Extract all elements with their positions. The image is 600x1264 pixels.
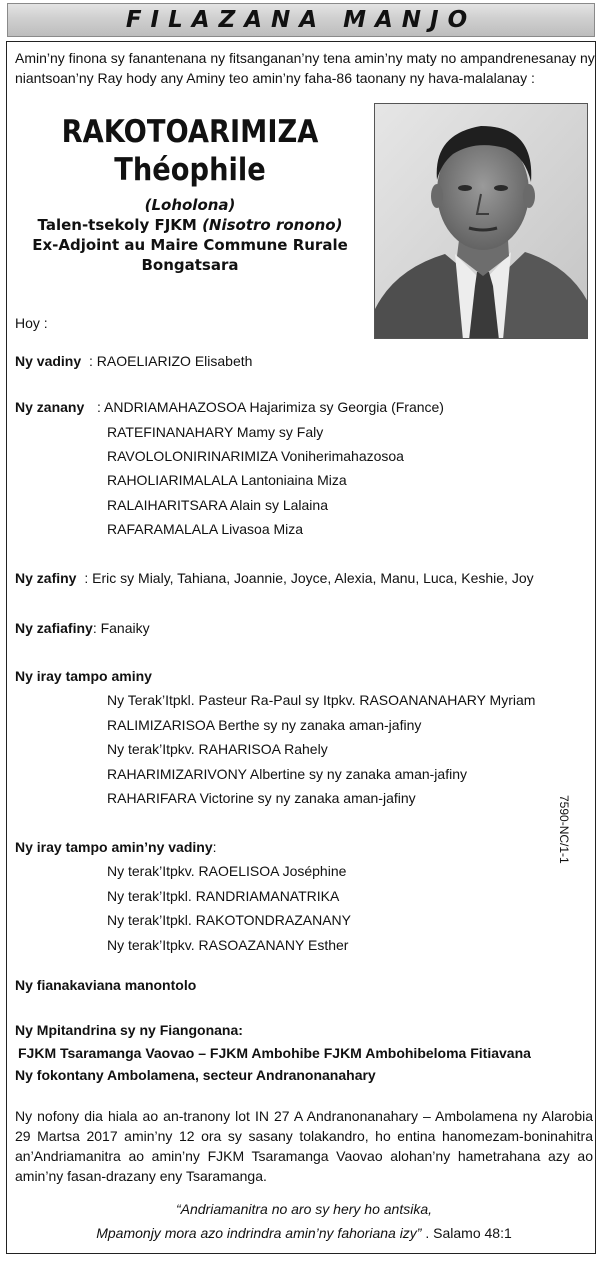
vadiny-value: : RAOELIARIZO Elisabeth [85, 353, 253, 369]
iray-tampo-label: Ny iray tampo aminy [15, 668, 152, 684]
zanany-item: RALAIHARITSARA Alain sy Lalaina [107, 497, 328, 513]
portrait-illustration [375, 104, 588, 339]
deceased-title-line [10, 215, 370, 235]
iray-tampo-item: RALIMIZARISOA Berthe sy ny zanaka aman-jafiny [107, 717, 422, 733]
zanany-item: : ANDRIAMAHAZOSOA Hajarimiza sy Georgia (France) [97, 399, 444, 415]
zafiafiny-value: : Fanaiky [92, 620, 150, 636]
quote-text-1: “Andriamanitra no aro sy hery ho antsika, [175, 1201, 432, 1217]
header-banner [7, 3, 595, 37]
deceased-nickname-line [10, 195, 370, 215]
intro-paragraph: Amin’ny finona sy fanantenana ny fitsanganan’ny tena amin’ny maty no ampandrenesanay ny niantsoan’ny Ray hody any Aminy teo amin’ny faha-86 taonany ny hava-malalanay : [15, 50, 595, 86]
vadiny-label: Ny vadiny [15, 353, 82, 369]
mpitandrina-line1: FJKM Tsaramanga Vaovao – FJKM Ambohibe FJKM Ambohibeloma Fitiavana [18, 1045, 531, 1061]
zanany-item: RAFARAMALALA Livasoa Miza [107, 521, 304, 537]
zanany-item: RAVOLOLONIRINARIMIZA Voniherimahazosoa [107, 448, 404, 464]
deceased-name-block [10, 113, 370, 275]
deceased-firstname: Théophile [114, 152, 266, 188]
deceased-role-line2: Bongatsara [141, 256, 239, 274]
quote-line1 [15, 1199, 593, 1219]
portrait-photo [374, 103, 588, 339]
iray-tampo-item: RAHARIMIZARIVONY Albertine sy ny zanaka aman-jafiny [107, 766, 467, 782]
iray-tampo-vadiny-row [15, 838, 217, 856]
quote-source: . Salamo 48:1 [421, 1225, 512, 1241]
deceased-surname: RAKOTOARIMIZA [61, 114, 319, 150]
quote-text-2: Mpamonjy mora azo indrindra amin’ny fahoriana izy” [96, 1225, 422, 1241]
zafiny-row [15, 569, 534, 587]
zafiafiny-label: Ny zafiafiny [15, 620, 93, 636]
zanany-label-text: Ny zanany [15, 399, 85, 415]
deceased-role-line1: Ex-Adjoint au Maire Commune Rurale [32, 236, 348, 254]
iray-tampo-item: Ny Terak’Itpkl. Pasteur Ra-Paul sy Itpkv. RASOANANAHARY Myriam [107, 692, 536, 708]
header-title: FILAZANA MANJO [125, 7, 477, 33]
zafiafiny-row [15, 619, 150, 637]
deceased-title-prefix: Talen-tsekoly FJKM [37, 216, 203, 234]
mpitandrina-label: Ny Mpitandrina sy ny Fiangonana: [15, 1022, 243, 1038]
zanany-label [15, 398, 84, 416]
deceased-title-italic: (Nisotro ronono) [202, 216, 343, 234]
reference-code: 7590-NC/1-1 [557, 795, 571, 864]
hoy-label: Hoy : [15, 315, 48, 331]
zafiny-value: : Eric sy Mialy, Tahiana, Joannie, Joyce, Alexia, Manu, Luca, Keshie, Joy [80, 570, 534, 586]
iray-tampo-vadiny-item: Ny terak’Itpkv. RASOAZANANY Esther [107, 937, 349, 953]
zanany-item: RAHOLIARIMALALA Lantoniaina Miza [107, 472, 347, 488]
deceased-nickname: (Loholona) [144, 196, 236, 214]
vadiny-row [15, 352, 252, 370]
iray-tampo-vadiny-item: Ny terak’Itpkl. RAKOTONDRAZANANY [107, 912, 352, 928]
fianakaviana-label: Ny fianakaviana manontolo [15, 977, 197, 993]
quote-line2 [15, 1223, 593, 1243]
iray-tampo-item: Ny terak’Itpkv. RAHARISOA Rahely [107, 741, 328, 757]
iray-tampo-vadiny-item: Ny terak’Itpkl. RANDRIAMANATRIKA [107, 888, 340, 904]
iray-tampo-vadiny-colon: : [212, 839, 217, 855]
iray-tampo-item: RAHARIFARA Victorine sy ny zanaka aman-jafiny [107, 790, 416, 806]
zanany-item: RATEFINANAHARY Mamy sy Faly [107, 424, 324, 440]
mpitandrina-line2: Ny fokontany Ambolamena, secteur Andranonanahary [15, 1067, 376, 1083]
closing-paragraph: Ny nofony dia hiala ao an-tranony lot IN 27 A Andranonanahary – Ambolamena ny Alarobia 29 Martsa 2017 amin’ny 12 ora sy sasany tolakandro, ho entina hanomezam-boninahitra an’Andriamanitra ao amin’ny FJKM Tsaramanga Vaovao alohan’ny hametrahana azy ao amin’ny fasan-drazany eny Tsaramanga. [15, 1108, 593, 1184]
zafiny-label: Ny zafiny [15, 570, 77, 586]
iray-tampo-vadiny-label: Ny iray tampo amin’ny vadiny [15, 839, 213, 855]
iray-tampo-vadiny-item: Ny terak’Itpkv. RAOELISOA Joséphine [107, 863, 347, 879]
